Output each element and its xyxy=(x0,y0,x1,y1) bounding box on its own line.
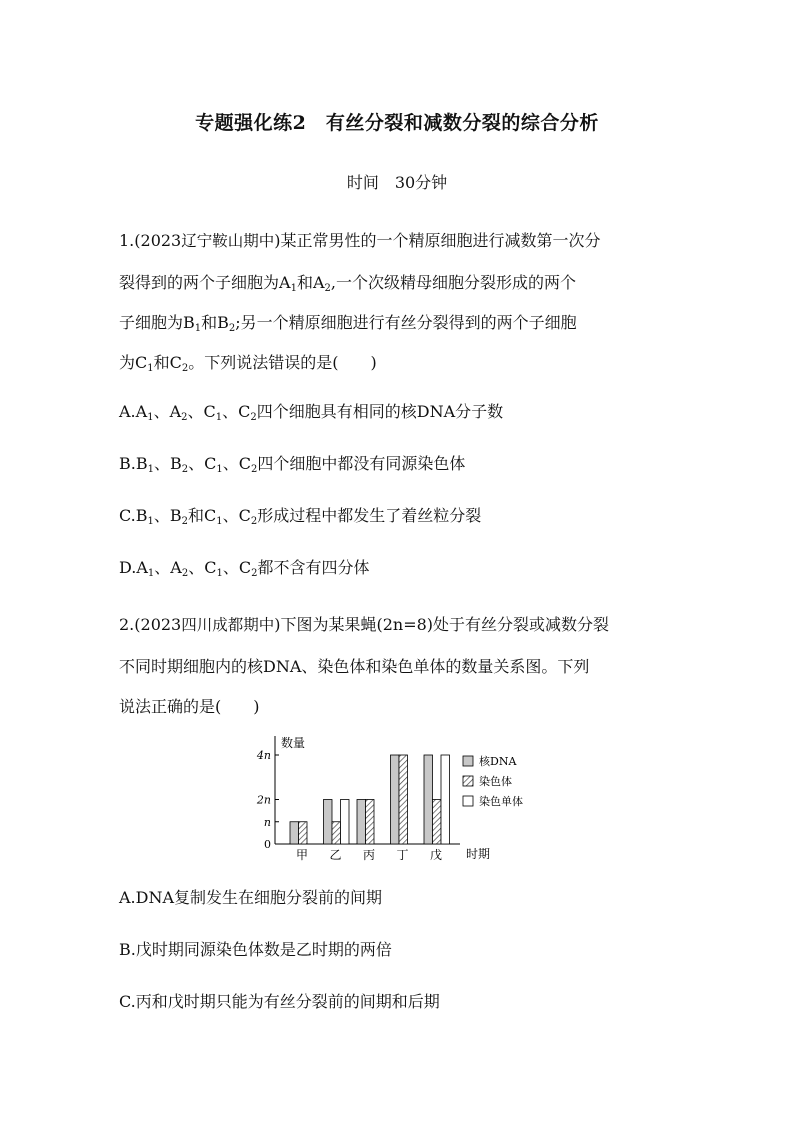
q2-option-b: B.戊时期同源染色体数是乙时期的两倍 xyxy=(119,940,392,959)
bar-染色体 xyxy=(332,822,341,844)
q2-source: 四川成都期中 xyxy=(181,616,275,634)
y-tick-label: n xyxy=(263,815,271,829)
q2-line-3: 说法正确的是( ) xyxy=(119,697,260,716)
y-tick-label: 4n xyxy=(256,749,271,762)
q2-option-c: C.丙和戊时期只能为有丝分裂前的间期和后期 xyxy=(119,992,440,1011)
legend-label: 核DNA xyxy=(479,755,517,768)
page-title: 专题强化练2 有丝分裂和减数分裂的综合分析 xyxy=(195,112,599,134)
legend-swatch xyxy=(463,776,473,786)
q1-line1-rest: )某正常男性的一个精原细胞进行减数第一次分 xyxy=(274,231,601,250)
q1-source: 辽宁鞍山期中 xyxy=(181,232,275,250)
q1-option-a: $A.A_1$、$A_2$、$C_1$、$C_2$四个细胞具有相同的核DNA分子数 xyxy=(119,402,504,423)
x-tick-label: 戊 xyxy=(429,848,443,862)
bar-核DNA xyxy=(424,755,433,844)
q1-line-4: 为$C_1$和$C_2$。下列说法错误的是( ) xyxy=(119,353,377,374)
bar-染色体 xyxy=(366,800,375,845)
bar-核DNA xyxy=(357,800,366,845)
q2-option-a: A.DNA复制发生在细胞分裂前的间期 xyxy=(119,888,383,907)
q1-number: 1.(2023 xyxy=(119,231,182,250)
y-axis-label: 数量 xyxy=(281,736,306,750)
q1-option-d: $D.A_1$、$A_2$、$C_1$、$C_2$都不含有四分体 xyxy=(119,558,370,579)
legend-label: 染色单体 xyxy=(479,795,523,808)
q2-line-1 xyxy=(119,612,609,635)
q1-line-3: 子细胞为$B_1$和$B_2$;另一个精原细胞进行有丝分裂得到的两个子细胞 xyxy=(119,313,577,334)
q2-line1-rest: )下图为某果蝇(2n=8)处于有丝分裂或减数分裂 xyxy=(274,615,610,634)
x-tick-label: 甲 xyxy=(295,848,309,862)
q2-number: 2.(2023 xyxy=(119,615,182,634)
bar-核DNA xyxy=(391,755,400,844)
x-tick-label: 丙 xyxy=(362,848,376,862)
q1-option-b: $B.B_1$、$B_2$、$C_1$、$C_2$四个细胞中都没有同源染色体 xyxy=(119,454,466,475)
bar-染色单体 xyxy=(341,800,350,845)
y-tick-label: 2n xyxy=(256,793,271,807)
q1-option-c: $C.B_1$、$B_2$和$C_1$、$C_2$形成过程中都发生了着丝粒分裂 xyxy=(119,506,482,527)
time-limit: 时间 30分钟 xyxy=(346,173,448,192)
bar-chart xyxy=(250,730,550,870)
q1-line-2: 裂得到的两个子细胞为$A_1$和$A_2$,一个次级精母细胞分裂形成的两个 xyxy=(119,273,576,294)
bar-染色单体 xyxy=(441,755,450,844)
y-tick-label: 0 xyxy=(264,838,271,851)
x-tick-label: 乙 xyxy=(329,848,342,862)
legend-swatch xyxy=(463,796,473,806)
legend-label: 染色体 xyxy=(479,775,512,788)
bar-核DNA xyxy=(290,822,299,844)
legend-swatch xyxy=(463,756,473,766)
bar-染色体 xyxy=(399,755,408,844)
bar-核DNA xyxy=(324,800,333,845)
x-axis-label: 时期 xyxy=(466,847,491,861)
q2-line-2: 不同时期细胞内的核DNA、染色体和染色单体的数量关系图。下列 xyxy=(119,657,590,676)
bar-染色体 xyxy=(299,822,308,844)
x-tick-label: 丁 xyxy=(396,848,409,862)
bar-染色体 xyxy=(433,800,442,845)
q1-line-1 xyxy=(119,228,601,251)
